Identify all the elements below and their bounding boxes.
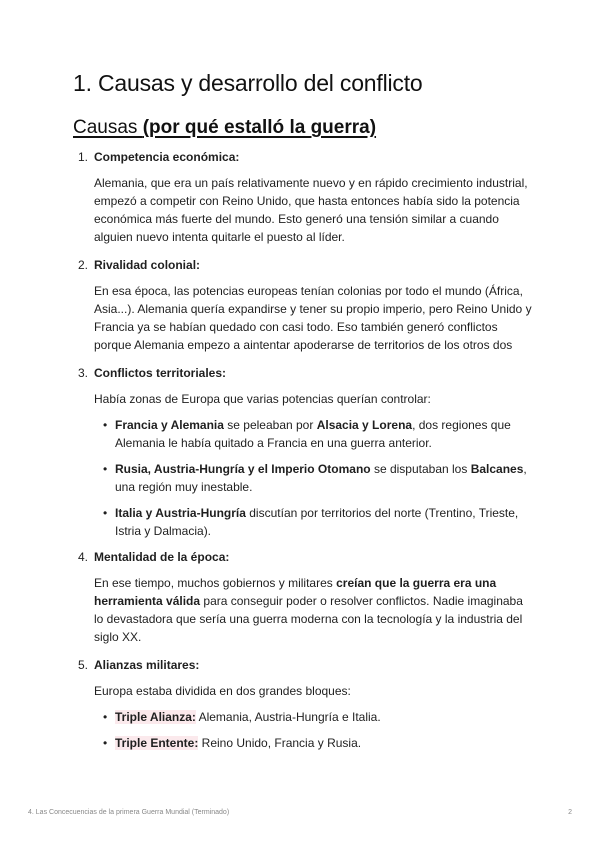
page-number: 2 (568, 809, 572, 816)
item-number: 2. (78, 258, 89, 272)
item-text: En ese tiempo, muchos gobiernos y militares creían que la guerra era una herramienta válida para conseguir poder o resolver conflictos. Nadie imaginaba lo devastadora que sería una guerra moderna con la tecnología y la industria del siglo XX. (94, 576, 523, 644)
page-footer (28, 809, 572, 816)
bullet-list (94, 708, 533, 752)
highlight: Triple Alianza: (115, 710, 196, 724)
footer-document-title: 4. Las Concecuencias de la primera Guerra Mundial (Terminado) (28, 809, 230, 816)
list-item-economic-competition (73, 148, 533, 246)
item-text: En esa época, las potencias europeas tenían colonias por todo el mundo (África, Asia...). Alemania quería expandirse y tener su propio imperio, pero Reino Unido y Francia ya se habían quedado con casi todo. Eso también generó conflictos porque Alemania empezo a aintentar apoderarse de territorios de los otros dos (94, 284, 532, 352)
item-text: Había zonas de Europa que varias potencias querían controlar: (94, 392, 431, 406)
bullet-item: • Rusia, Austria-Hungría y el Imperio Otomano se disputaban los Balcanes, una región muy inestable. (103, 462, 527, 494)
item-number: 3. (78, 366, 89, 380)
bullet-item: • Francia y Alemania se peleaban por Alsacia y Lorena, dos regiones que Alemania le había quitado a Francia en una guerra anterior. (103, 418, 511, 450)
bullet-icon: • (103, 710, 108, 724)
bullet-item: • Italia y Austria-Hungría discutían por territorios del norte (Trentino, Trieste, Istria y Dalmacia). (103, 506, 519, 538)
list-item-colonial-rivalry (73, 256, 533, 354)
bullet-list (94, 416, 533, 540)
causes-list (73, 148, 533, 760)
section-heading: Causas (por qué estalló la guerra) (73, 117, 377, 138)
item-number: 1. (78, 150, 89, 164)
highlight: Triple Entente: (115, 736, 199, 750)
item-heading: Rivalidad colonial: (94, 258, 201, 272)
bullet-item: • Triple Alianza: Alemania, Austria-Hungría e Italia. (103, 710, 381, 724)
bullet-icon: • (103, 418, 108, 432)
item-text: Alemania, que era un país relativamente nuevo y en rápido crecimiento industrial, empezó a competir con Reino Unido, que hasta entonces había sido la potencia económica más fuerte del mundo. Esto generó una tensión similar a cuando alguien nuevo intenta quitarle el puesto al líder. (94, 176, 528, 244)
list-item-mentality (73, 548, 533, 646)
item-text: Europa estaba dividida en dos grandes bloques: (94, 684, 351, 698)
item-heading: Alianzas militares: (94, 658, 200, 672)
item-number: 4. (78, 550, 89, 564)
bullet-icon: • (103, 506, 108, 520)
item-heading: Conflictos territoriales: (94, 366, 227, 380)
bullet-icon: • (103, 736, 108, 750)
item-heading: Mentalidad de la época: (94, 550, 230, 564)
page-title: 1. Causas y desarrollo del conflicto (73, 70, 423, 96)
list-item-military-alliances (73, 656, 533, 752)
list-item-territorial-conflicts (73, 364, 533, 540)
bullet-item: • Triple Entente: Reino Unido, Francia y Rusia. (103, 736, 362, 750)
bullet-icon: • (103, 462, 108, 476)
item-number: 5. (78, 658, 89, 672)
item-heading: Competencia económica: (94, 150, 240, 164)
